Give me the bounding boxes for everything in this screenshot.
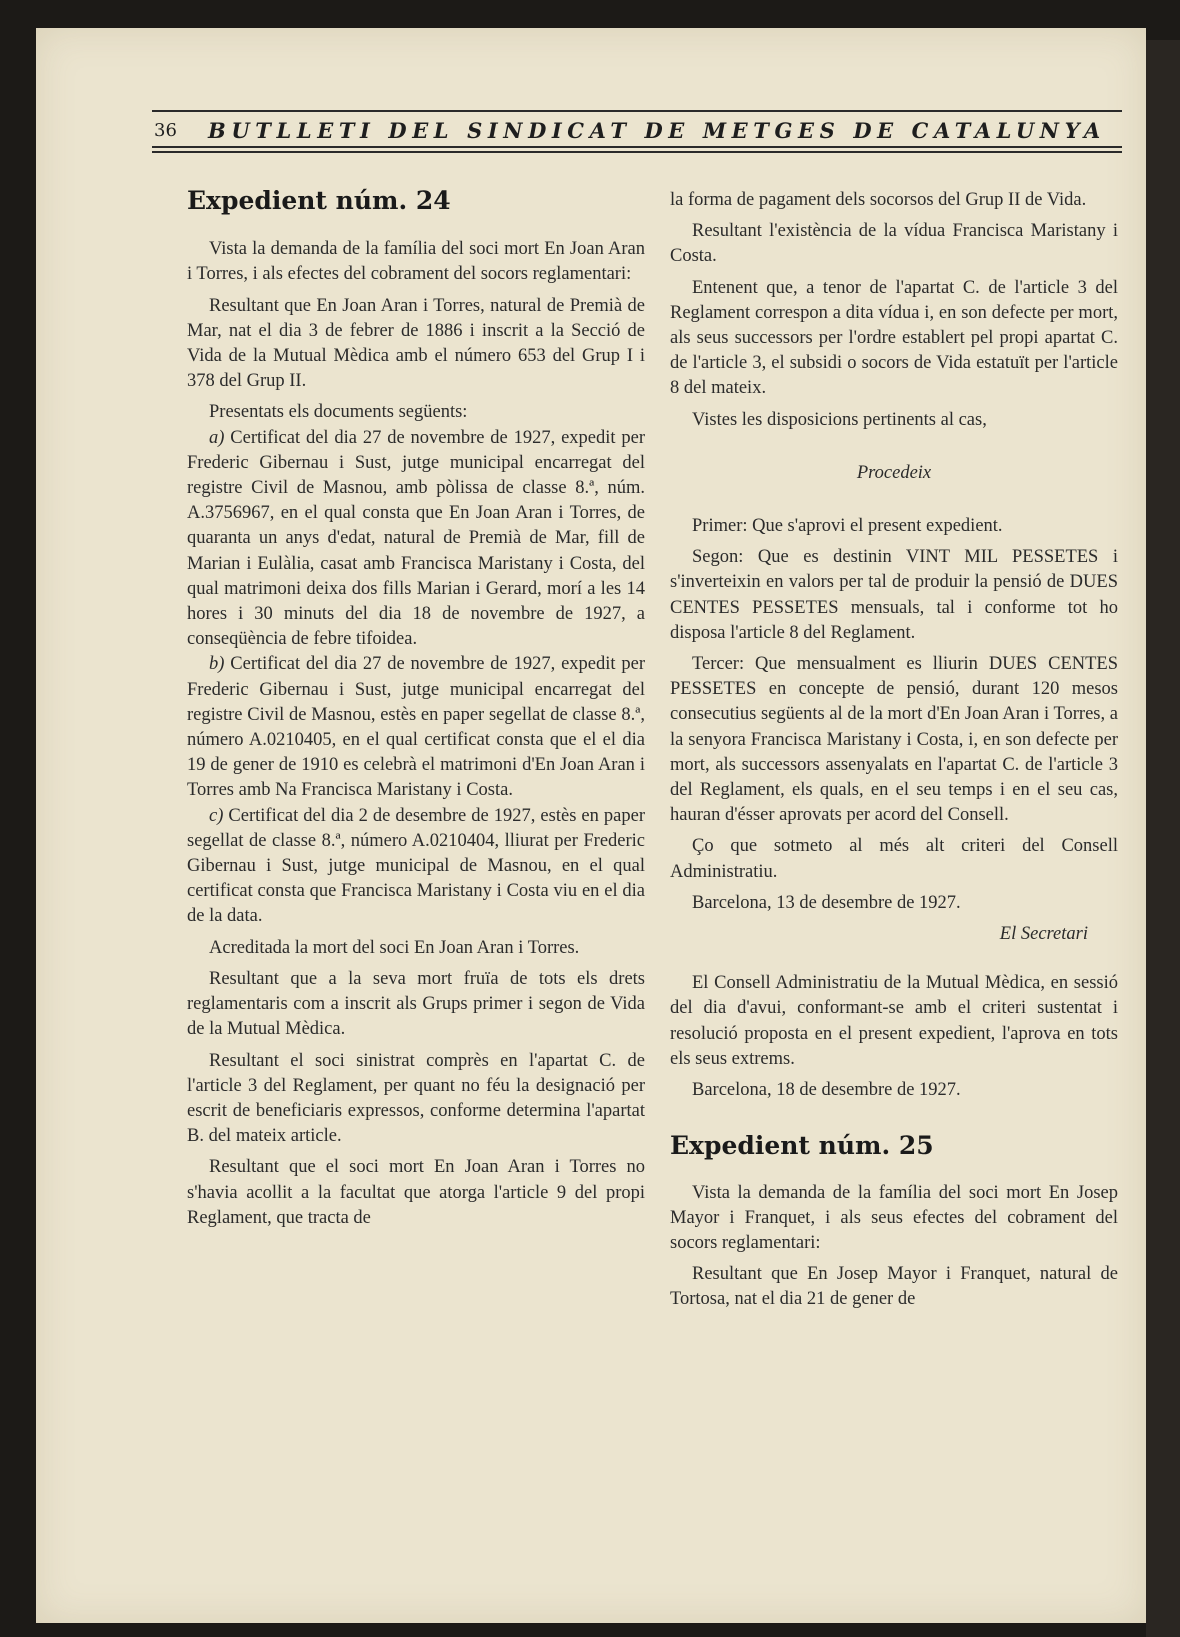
paragraph: Resultant l'existència de la vídua Francisca Maristany i Costa.	[670, 221, 1118, 267]
paragraph: Resultant que En Josep Mayor i Franquet, natural de Tortosa, nat el dia 21 de gener de	[670, 1264, 1118, 1310]
paragraph: Resultant el soci sinistrat comprès en l'apartat C. de l'article 3 del Reglament, per quant no féu la designació per escrit de beneficiaris expressos, conforme determina l'apartat B. del mateix article.	[187, 1050, 645, 1147]
dateline: Barcelona, 13 de desembre de 1927.	[692, 892, 961, 913]
paragraph: Vistes les disposicions pertinents al cas,	[692, 409, 987, 430]
paragraph: Presentats els documents següents:	[209, 402, 468, 423]
item-label: b)	[209, 654, 225, 675]
paragraph: Tercer: Que mensualment es lliurin DUES CENTES PESSETES en concepte de pensió, durant 120 mesos consecutius següents al de la mort d'En Joan Aran i Torres, a la senyora Francisca Maristany i Costa, i, en son defecte per mort, als successors assenyalats en l'apartat C. de l'article 3 del Reglament, els quals, en el seu temps i en el seu cas, hauran d'ésser aprovats per acord del Consell.	[670, 654, 1118, 826]
item-text: Certificat del dia 27 de novembre de 1927, expedit per Frederic Gibernau i Sust, jutge municipal encarregat del registre Civil de Masnou, estès en paper segellat de classe 8.ª, número A.0210405, en el qual certificat consta que el el dia 19 de gener de 1910 es celebrà el matrimoni d'En Joan Aran i Torres amb Na Francisca Maristany i Costa.	[187, 654, 645, 801]
left-column	[187, 188, 645, 1237]
paragraph: Resultant que el soci mort En Joan Aran i Torres no s'havia acollit a la facultat que atorga l'article 9 del propi Reglament, que tracta de	[187, 1157, 645, 1228]
expedient-24-heading: Expedient núm. 24	[187, 186, 451, 215]
item-label: c)	[209, 805, 224, 826]
item-b	[187, 652, 645, 803]
expedient-25-heading: Expedient núm. 25	[670, 1131, 934, 1161]
journal-title: BUTLLETI DEL SINDICAT DE METGES DE CATALUNYA	[208, 118, 1106, 143]
page-edge-shadow	[1146, 40, 1180, 1637]
right-column	[670, 188, 1118, 1319]
paragraph: Vista la demanda de la família del soci mort En Josep Mayor i Franquet, i als seus efectes del cobrament del socors reglamentari:	[670, 1182, 1118, 1253]
paragraph: Resultant que a la seva mort fruïa de tots els drets reglamentaris com a inscrit als Grups primer i segon de Vida de la Mutual Mèdica.	[187, 968, 645, 1040]
paragraph: Segon: Que es destinin VINT MIL PESSETES i s'inverteixin en valors per tal de produir la pensió de DUES CENTES PESSETES mensuals, tal i conforme tot ho disposa l'article 8 del Reglament.	[670, 547, 1118, 643]
paragraph: la forma de pagament dels socorsos del Grup II de Vida.	[670, 190, 1087, 210]
item-text: Certificat del dia 27 de novembre de 1927, expedit per Frederic Gibernau i Sust, jutge municipal encarregat del registre Civil de Masnou, amb pòlissa de classe 8.ª, núm. A.3756967, en el qual consta que En Joan Aran i Torres, de quaranta un anys d'edat, natural de Premià de Mar, fill de Marian i Eulàlia, casat amb Francisca Maristany i Costa, del qual matrimoni deixa dos fills Marian i Gerard, morí a les 14 hores i 30 minuts del dia 18 de novembre de 1927, a conseqüència de febre tifoidea.	[187, 427, 645, 650]
header-rule-middle	[152, 146, 1122, 148]
header-rule-top	[152, 110, 1122, 112]
dateline: Barcelona, 18 de desembre de 1927.	[692, 1080, 961, 1101]
paragraph: Entenent que, a tenor de l'apartat C. de l'article 3 del Reglament correspon a dita vídua i, en son defecte per mort, als seus successors per l'ordre establert pel propi apartat C. de l'article 3, el subsidi o socors de Vida estatuït per l'article 8 del mateix.	[670, 277, 1118, 399]
item-a	[187, 426, 645, 653]
item-label: a)	[209, 427, 225, 448]
procedeix-heading: Procedeix	[856, 462, 932, 483]
paragraph: Acreditada la mort del soci En Joan Aran i Torres.	[209, 937, 580, 958]
running-header	[152, 110, 1122, 156]
page-number: 36	[154, 120, 177, 141]
paragraph: Primer: Que s'aprovi el present expedient.	[692, 516, 1003, 537]
paragraph: Resultant que En Joan Aran i Torres, natural de Premià de Mar, nat el dia 3 de febrer de 1886 i inscrit a la Secció de Vida de la Mutual Mèdica amb el número 653 del Grup I i 378 del Grup II.	[187, 295, 645, 392]
header-rule-bottom	[152, 151, 1122, 153]
paragraph: Vista la demanda de la família del soci mort En Joan Aran i Torres, i als efectes del cobrament del socors reglamentari:	[187, 239, 645, 285]
paragraph: El Consell Administratiu de la Mutual Mèdica, en sessió del dia d'avui, conformant-se amb el criteri sustentat i resolució proposta en el present expedient, l'aprova en tots els seus extrems.	[670, 973, 1118, 1069]
item-c	[187, 804, 645, 930]
signature: El Secretari	[999, 924, 1088, 945]
paragraph: Ço que sotmeto al més alt criteri del Consell Administratiu.	[670, 836, 1118, 882]
item-text: Certificat del dia 2 de desembre de 1927, estès en paper segellat de classe 8.ª, número A.0210404, lliurat per Frederic Gibernau i Sust, jutge municipal de Masnou, en el qual certificat consta que Francisca Maristany i Costa viu en el dia de la data.	[187, 805, 646, 927]
